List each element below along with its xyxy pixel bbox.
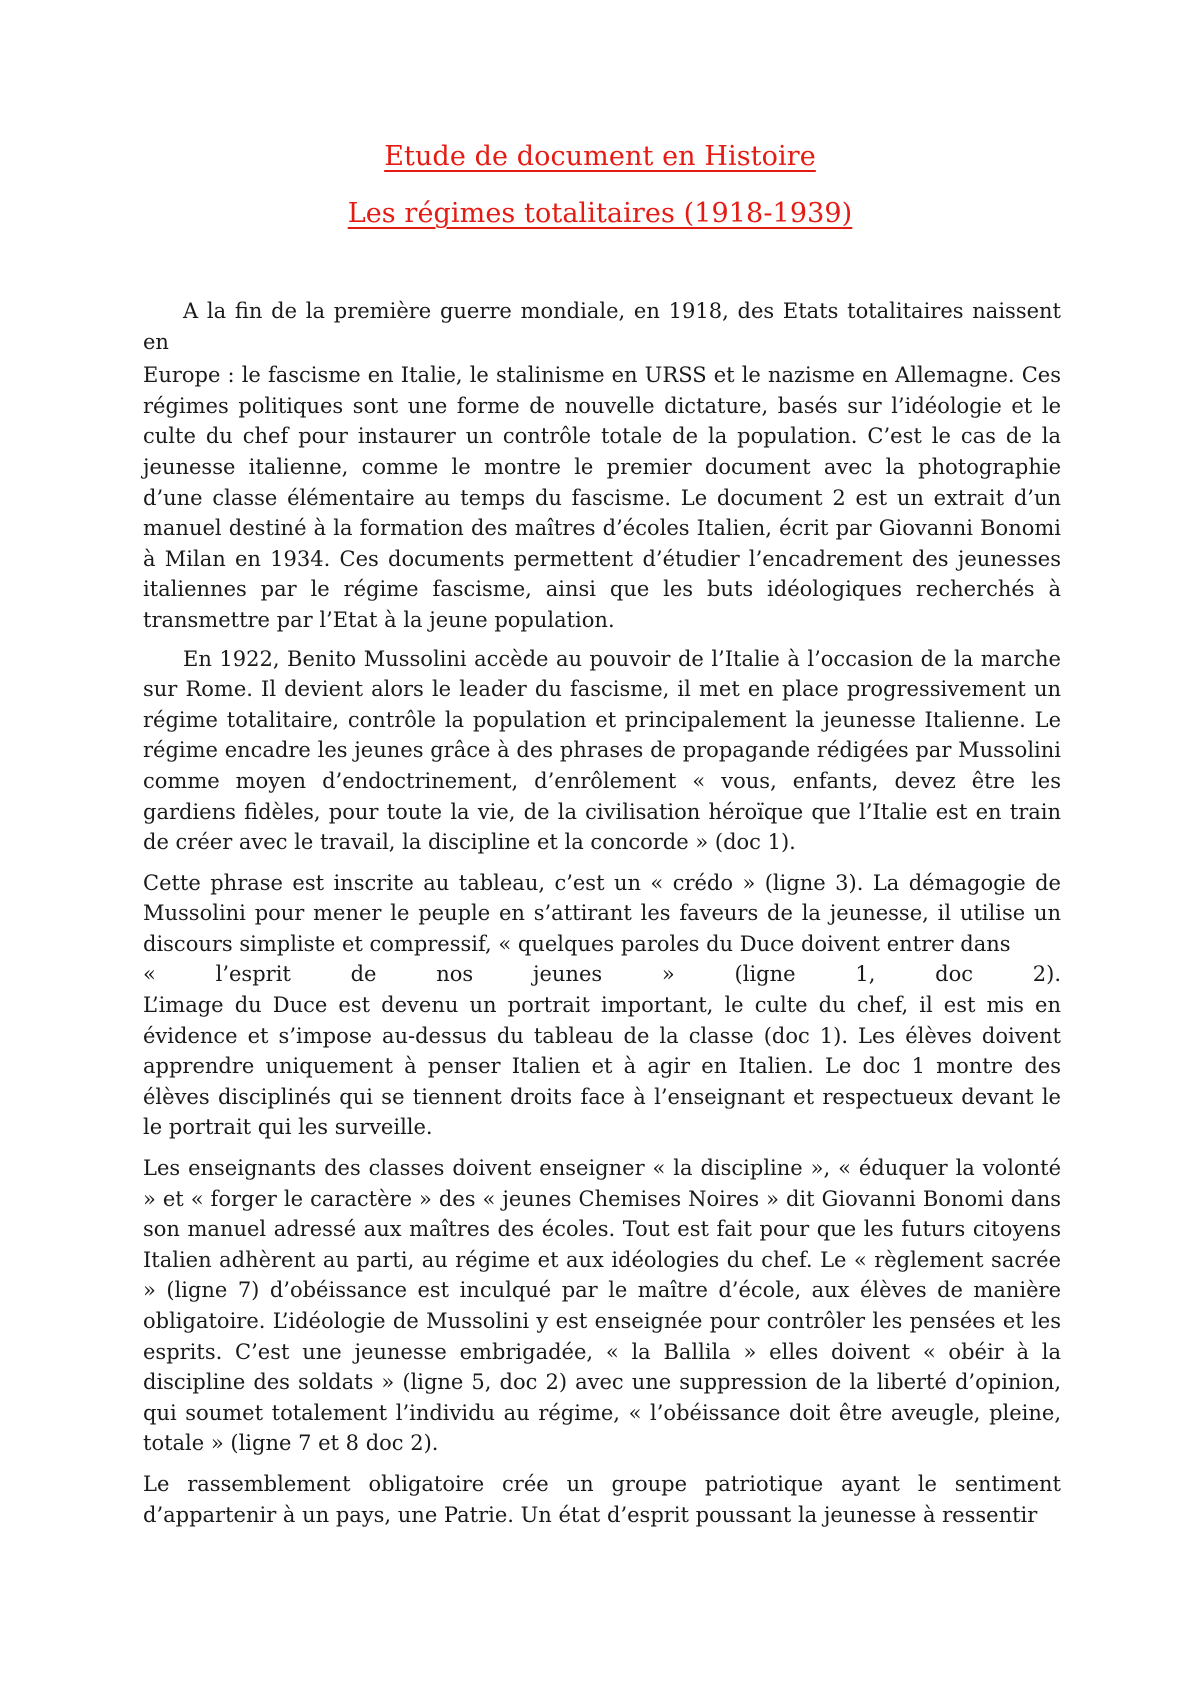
document-title: Etude de document en Histoire [384, 141, 816, 172]
paragraph-first-line: A la fin de la première guerre mondiale, en 1918, des Etats totalitaires naissent en [143, 299, 1061, 354]
document-body [143, 296, 1061, 1530]
paragraph-mussolini: En 1922, Benito Mussolini accède au pouvoir de l’Italie à l’occasion de la marche sur Rome. Il devient alors le leader du fascisme, il met en place progressivement un régime totalitaire, contrôle la population et principalement la jeunesse Italienne. Le régime encadre les jeunes grâce à des phrases de propagande rédigées par Mussolini comme moyen d’endoctrinement, d’enrôlement « vous, enfants, devez être les gardiens fidèles, pour toute la vie, de la civilisation héroïque que l’Italie est en train de créer avec le travail, la discipline et la concorde » (doc 1). [143, 646, 1061, 855]
paragraph-quote-line: « l’esprit de nos jeunes » (ligne 1, doc 2). [143, 962, 1061, 987]
paragraph-text: Europe : le fascisme en Italie, le stalinisme en URSS et le nazisme en Allemagne. Ces régimes politiques sont une forme de nouvelle dictature, basés sur l’idéologie et le culte du chef pour instaurer un contrôle totale de la population. C’est le cas de la jeunesse italienne, comme le montre le premier document avec la photographie d’une classe élémentaire au temps du fascisme. Le document 2 est un extrait d’un manuel destiné à la formation des maîtres d’écoles Italien, écrit par Giovanni Bonomi à Milan en 1934. Ces documents permettent d’étudier l’encadrement des jeunesses italiennes par le régime fascisme, ainsi que les buts idéologiques recherchés à transmettre par l’Etat à la jeune population. [143, 363, 1061, 632]
paragraph-text: L’image du Duce est devenu un portrait important, le culte du chef, il est mis en évidence et s’impose au-dessus du tableau de la classe (doc 1). Les élèves doivent apprendre uniquement à penser Italien et à agir en Italien. Le doc 1 montre des élèves disciplinés qui se tiennent droits face à l’enseignant et respectueux devant le le portrait qui les surveille. [143, 993, 1061, 1140]
paragraph-credo [143, 868, 1061, 1143]
paragraph-enseignants: Les enseignants des classes doivent enseigner « la discipline », « éduquer la volonté » et « forger le caractère » des « jeunes Chemises Noires » dit Giovanni Bonomi dans son manuel adressé aux maîtres des écoles. Tout est fait pour que les futurs citoyens Italien adhèrent au parti, au régime et aux idéologies du chef. Le « règlement sacrée » (ligne 7) d’obéissance est inculqué par le maître d’école, aux élèves de manière obligatoire. L’idéologie de Mussolini y est enseignée pour contrôler les pensées et les esprits. C’est une jeunesse embrigadée, « la Ballila » elles doivent « obéir à la discipline des soldats » (ligne 5, doc 2) avec une suppression de la liberté d’opinion, qui soumet totalement l’individu au régime, « l’obéissance doit être aveugle, pleine, totale » (ligne 7 et 8 doc 2). [143, 1156, 1061, 1456]
document-subtitle: Les régimes totalitaires (1918-1939) [347, 198, 853, 229]
paragraph-text: Cette phrase est inscrite au tableau, c’est un « crédo » (ligne 3). La démagogie de Mussolini pour mener le peuple en s’attirant les faveurs de la jeunesse, il utilise un discours simpliste et compressif, « quelques paroles du Duce doivent entrer dans [143, 870, 1061, 956]
paragraph-introduction [143, 296, 1061, 636]
paragraph-rassemblement: Le rassemblement obligatoire crée un groupe patriotique ayant le sentiment d’appartenir à un pays, une Patrie. Un état d’esprit poussant la jeunesse à ressentir [143, 1471, 1061, 1527]
